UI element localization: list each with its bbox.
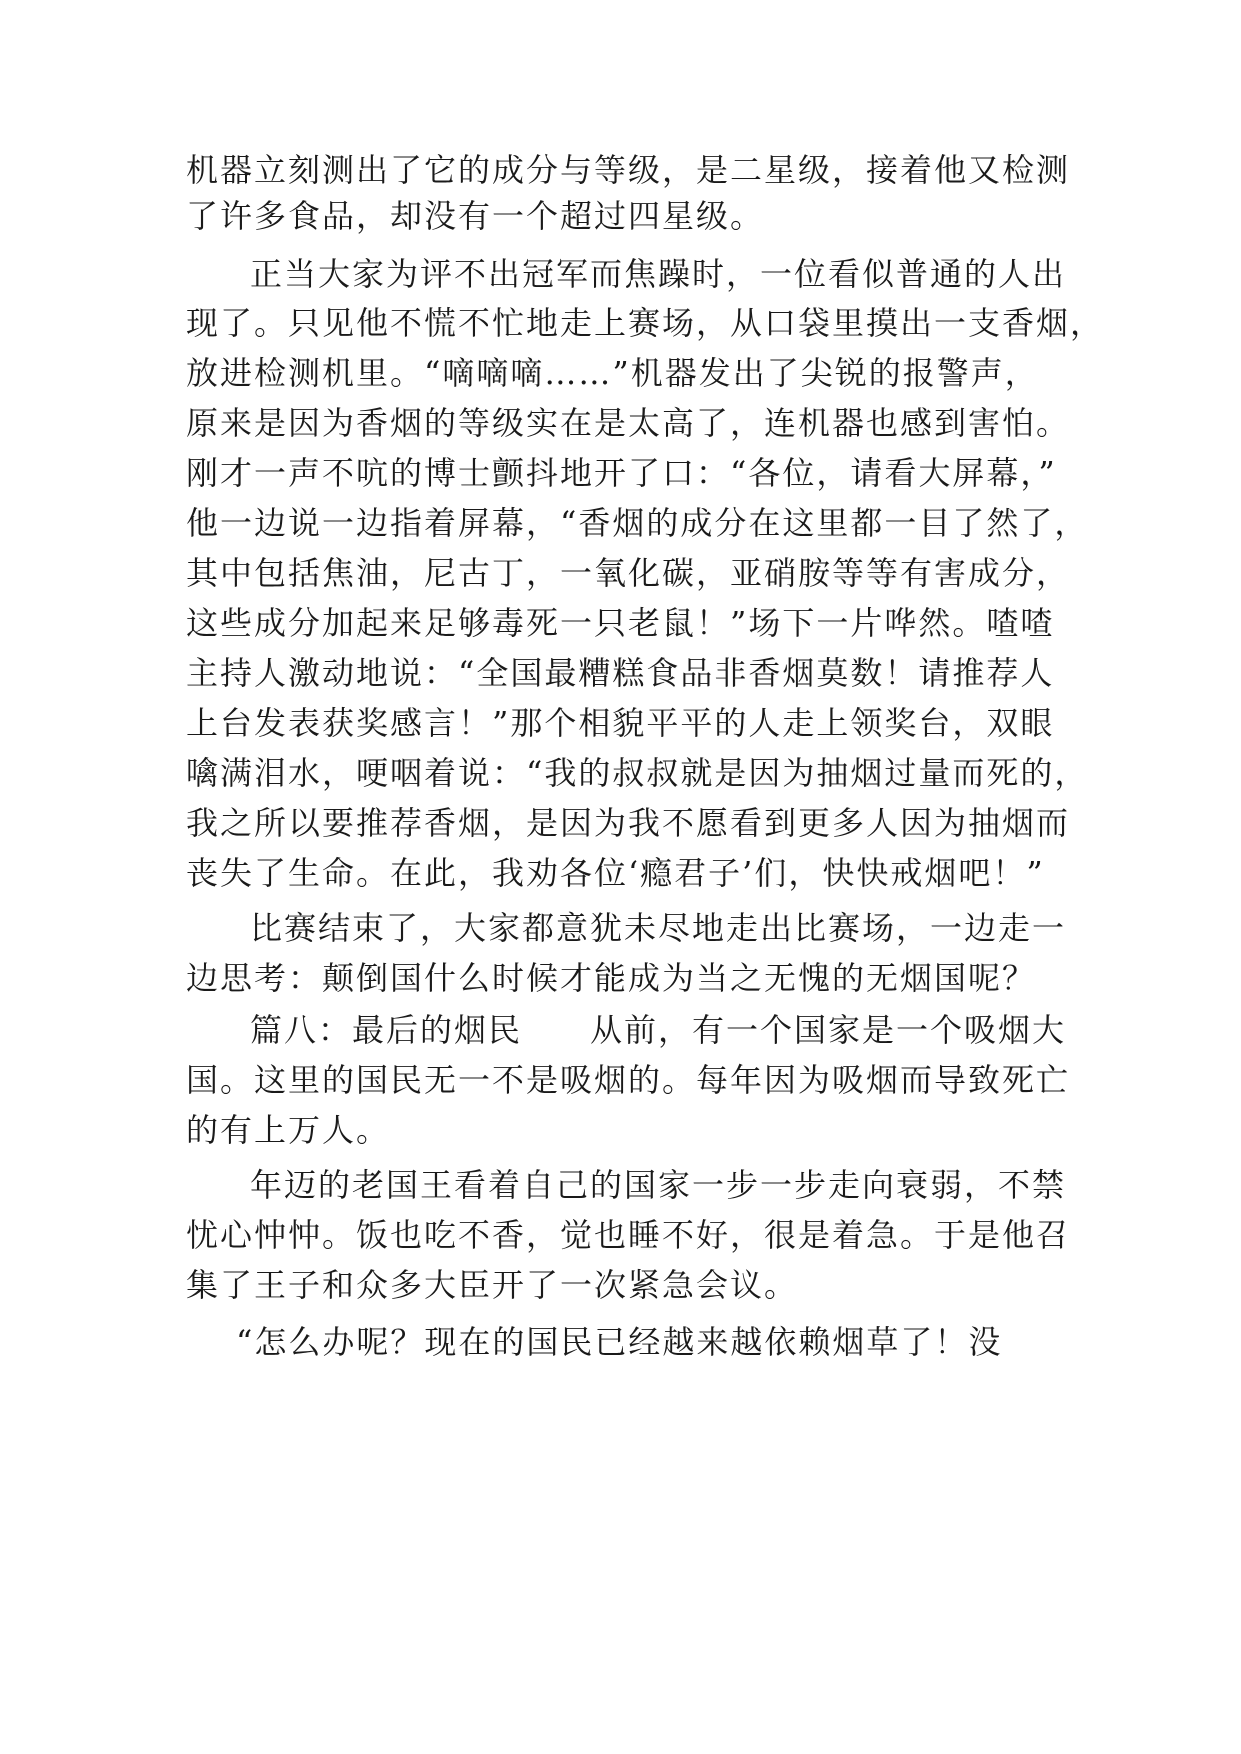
text-line: 机器立刻测出了它的成分与等级，是二星级，接着他又检测 xyxy=(186,151,1071,189)
text-line: 边思考：颠倒国什么时候才能成为当之无愧的无烟国呢？ xyxy=(186,959,1037,997)
text-line: 上台发表获奖感言！”那个相貌平平的人走上领奖台，双眼 xyxy=(186,704,1055,742)
text-line: 这些成分加起来足够毒死一只老鼠！”场下一片哗然。喳喳 xyxy=(186,604,1055,642)
text-line: 的有上万人。 xyxy=(186,1111,391,1149)
text-line: 其中包括焦油，尼古丁，一氧化碳，亚硝胺等等有害成分， xyxy=(186,554,1071,592)
section-heading-line: 篇八：最后的烟民 从前，有一个国家是一个吸烟大 xyxy=(250,1011,1067,1049)
text-line: 现了。只见他不慌不忙地走上赛场，从口袋里摸出一支香烟， xyxy=(186,304,1105,342)
text-line: 原来是因为香烟的等级实在是太高了，连机器也感到害怕。 xyxy=(186,404,1071,442)
paragraph-start-line: “怎么办呢？现在的国民已经越来越依赖烟草了！没 xyxy=(236,1323,1003,1361)
paragraph-start-line: 正当大家为评不出冠军而焦躁时，一位看似普通的人出 xyxy=(250,255,1067,293)
text-line: 主持人激动地说：“全国最糟糕食品非香烟莫数！请推荐人 xyxy=(186,654,1055,692)
text-line: 他一边说一边指着屏幕，“香烟的成分在这里都一目了然了， xyxy=(186,504,1089,542)
text-line: 忧心忡忡。饭也吃不香，觉也睡不好，很是着急。于是他召 xyxy=(186,1216,1071,1254)
paragraph-start-line: 比赛结束了，大家都意犹未尽地走出比赛场，一边走一 xyxy=(250,909,1067,947)
text-line: 噙满泪水，哽咽着说：“我的叔叔就是因为抽烟过量而死的， xyxy=(186,754,1089,792)
text-line: 我之所以要推荐香烟，是因为我不愿看到更多人因为抽烟而 xyxy=(186,804,1071,842)
text-line: 集了王子和众多大臣开了一次紧急会议。 xyxy=(186,1266,799,1304)
text-line: 放进检测机里。“嘀嘀嘀……”机器发出了尖锐的报警声， xyxy=(186,354,1039,392)
text-line: 刚才一声不吭的博士颤抖地开了口：“各位，请看大屏幕，” xyxy=(186,454,1057,492)
text-line: 国。这里的国民无一不是吸烟的。每年因为吸烟而导致死亡 xyxy=(186,1061,1071,1099)
text-line: 了许多食品，却没有一个超过四星级。 xyxy=(186,197,765,235)
paragraph-start-line: 年迈的老国王看着自己的国家一步一步走向衰弱，不禁 xyxy=(250,1166,1067,1204)
text-line: 丧失了生命。在此，我劝各位‘瘾君子’们，快快戒烟吧！” xyxy=(186,854,1045,892)
